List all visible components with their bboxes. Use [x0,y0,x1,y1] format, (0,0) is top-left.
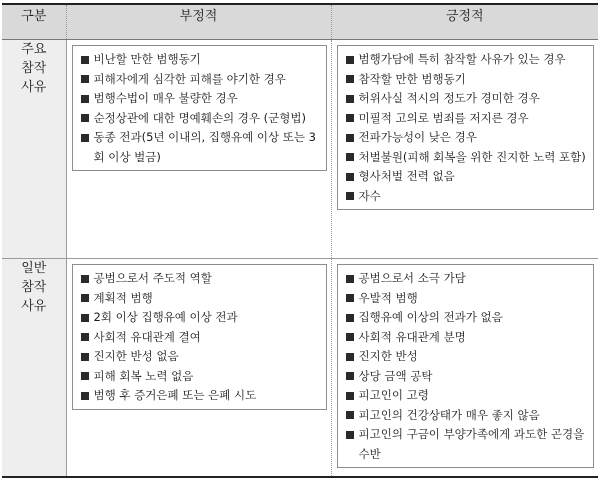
list-item: 순정상관에 대한 명예훼손의 경우 (군형법) [79,109,320,129]
list-item: 전파가능성이 낮은 경우 [344,128,588,148]
list-item: 사회적 유대관계 분명 [344,328,588,348]
row-label-major [2,40,66,259]
list-item: 피해자에게 심각한 피해를 야기한 경우 [79,70,320,90]
list-item: 2회 이상 집행유예 이상 전과 [79,308,320,328]
major-positive-cell [331,40,598,259]
table-header-row [2,4,598,40]
row-label-line: 사유 [21,80,47,95]
general-negative-box [72,264,327,410]
list-item: 사회적 유대관계 결여 [79,328,320,348]
list-item: 계획적 범행 [79,289,320,309]
row-label-line: 주요 [21,42,47,57]
list-item: 피고인이 고령 [344,386,588,406]
list-item: 자수 [344,187,588,207]
row-label-line: 사유 [21,299,47,314]
list-item: 범행가담에 특히 참작할 사유가 있는 경우 [344,50,588,70]
row-label-line: 참작 [21,61,47,76]
header-negative: 부정적 [66,4,331,40]
row-label-general [2,259,66,478]
list-item: 형사처벌 전력 없음 [344,167,588,187]
list-item: 허위사실 적시의 정도가 경미한 경우 [344,89,588,109]
major-negative-cell [66,40,331,259]
row-label-line: 참작 [21,280,47,295]
list-item: 비난할 만한 범행동기 [79,50,320,70]
list-item: 처벌불원(피해 회복을 위한 진지한 노력 포함) [344,148,588,168]
general-positive-box [337,264,595,468]
general-positive-list [344,269,588,464]
major-negative-list [79,50,320,167]
list-item: 집행유예 이상의 전과가 없음 [344,308,588,328]
list-item: 공범으로서 주도적 역할 [79,269,320,289]
row-label-line: 일반 [21,261,47,276]
list-item: 미필적 고의로 범죄를 저지른 경우 [344,109,588,129]
major-negative-box [72,45,327,171]
list-item: 피고인의 건강상태가 매우 좋지 않음 [344,406,588,426]
list-item: 우발적 범행 [344,289,588,309]
list-item: 범행 후 증거은폐 또는 은폐 시도 [79,386,320,406]
list-item: 진지한 반성 없음 [79,347,320,367]
major-positive-list [344,50,588,206]
sentencing-factors-table [2,3,598,478]
list-item: 진지한 반성 [344,347,588,367]
list-item: 공범으로서 소극 가담 [344,269,588,289]
general-negative-list [79,269,320,406]
header-positive: 긍정적 [331,4,598,40]
general-negative-cell [66,259,331,478]
table-row-general-factors [2,259,598,478]
major-positive-box [337,45,595,210]
list-item: 피해 회복 노력 없음 [79,367,320,387]
table-row-major-factors [2,40,598,259]
list-item: 범행수법이 매우 불량한 경우 [79,89,320,109]
general-positive-cell [331,259,598,478]
list-item: 동종 전과(5년 이내의, 집행유예 이상 또는 3회 이상 벌금) [79,128,320,167]
list-item: 참작할 만한 범행동기 [344,70,588,90]
header-category: 구분 [2,4,66,40]
list-item: 상당 금액 공탁 [344,367,588,387]
list-item: 피고인의 구금이 부양가족에게 과도한 곤경을 수반 [344,425,588,464]
